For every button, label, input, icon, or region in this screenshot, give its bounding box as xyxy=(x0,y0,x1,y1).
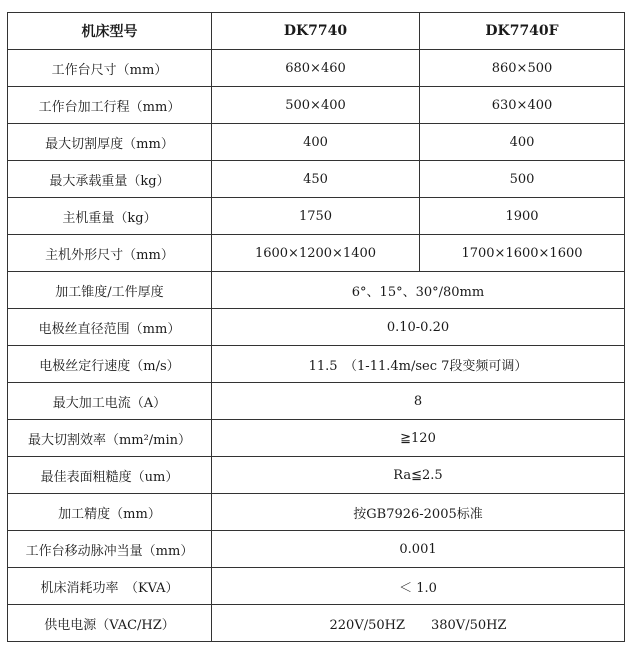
table-row xyxy=(8,124,625,161)
cell-dk7740: 680×460 xyxy=(212,50,420,87)
row-label: 加工锥度/工件厚度 xyxy=(8,272,212,309)
cell-shared: 0.001 xyxy=(212,531,625,568)
cell-shared: Ra≦2.5 xyxy=(212,457,625,494)
cell-dk7740f: 860×500 xyxy=(420,50,625,87)
row-label: 机床消耗功率 （KVA） xyxy=(8,568,212,605)
row-label: 最大承载重量（kg） xyxy=(8,161,212,198)
cell-shared: 11.5 （1-11.4m/sec 7段变频可调） xyxy=(212,346,625,383)
cell-dk7740: 1750 xyxy=(212,198,420,235)
cell-shared: 0.10-0.20 xyxy=(212,309,625,346)
cell-shared: ≧120 xyxy=(212,420,625,457)
cell-dk7740: 500×400 xyxy=(212,87,420,124)
table-row xyxy=(8,272,625,309)
table-header-row xyxy=(8,13,625,50)
cell-shared: 8 xyxy=(212,383,625,420)
row-label: 最大加工电流（A） xyxy=(8,383,212,420)
row-label: 供电电源（VAC/HZ） xyxy=(8,605,212,642)
spec-table xyxy=(7,12,625,642)
cell-shared: 220V/50HZ 380V/50HZ xyxy=(212,605,625,642)
table-row xyxy=(8,605,625,642)
row-label: 工作台移动脉冲当量（mm） xyxy=(8,531,212,568)
header-dk7740f: DK7740F xyxy=(420,13,625,50)
table-row xyxy=(8,50,625,87)
cell-dk7740: 1600×1200×1400 xyxy=(212,235,420,272)
table-row xyxy=(8,87,625,124)
cell-dk7740f: 1700×1600×1600 xyxy=(420,235,625,272)
row-label: 最佳表面粗糙度（um） xyxy=(8,457,212,494)
row-label: 主机外形尺寸（mm） xyxy=(8,235,212,272)
table-row xyxy=(8,198,625,235)
row-label: 工作台加工行程（mm） xyxy=(8,87,212,124)
cell-dk7740f: 630×400 xyxy=(420,87,625,124)
row-label: 加工精度（mm） xyxy=(8,494,212,531)
row-label: 电极丝定行速度（m/s） xyxy=(8,346,212,383)
row-label: 工作台尺寸（mm） xyxy=(8,50,212,87)
table-row xyxy=(8,568,625,605)
table-row xyxy=(8,309,625,346)
cell-dk7740: 400 xyxy=(212,124,420,161)
row-label: 最大切割效率（mm²/min） xyxy=(8,420,212,457)
table-row xyxy=(8,161,625,198)
row-label: 电极丝直径范围（mm） xyxy=(8,309,212,346)
cell-shared: 按GB7926-2005标准 xyxy=(212,494,625,531)
table-row xyxy=(8,383,625,420)
cell-shared: 6°、15°、30°/80mm xyxy=(212,272,625,309)
cell-dk7740f: 500 xyxy=(420,161,625,198)
cell-dk7740: 450 xyxy=(212,161,420,198)
table-row xyxy=(8,420,625,457)
table-row xyxy=(8,346,625,383)
header-dk7740: DK7740 xyxy=(212,13,420,50)
row-label: 主机重量（kg） xyxy=(8,198,212,235)
table-row xyxy=(8,457,625,494)
row-label: 最大切割厚度（mm） xyxy=(8,124,212,161)
cell-dk7740f: 1900 xyxy=(420,198,625,235)
table-row xyxy=(8,531,625,568)
table-row xyxy=(8,494,625,531)
header-model-label: 机床型号 xyxy=(8,13,212,50)
table-row xyxy=(8,235,625,272)
cell-dk7740f: 400 xyxy=(420,124,625,161)
cell-shared: ＜ 1.0 xyxy=(212,568,625,605)
